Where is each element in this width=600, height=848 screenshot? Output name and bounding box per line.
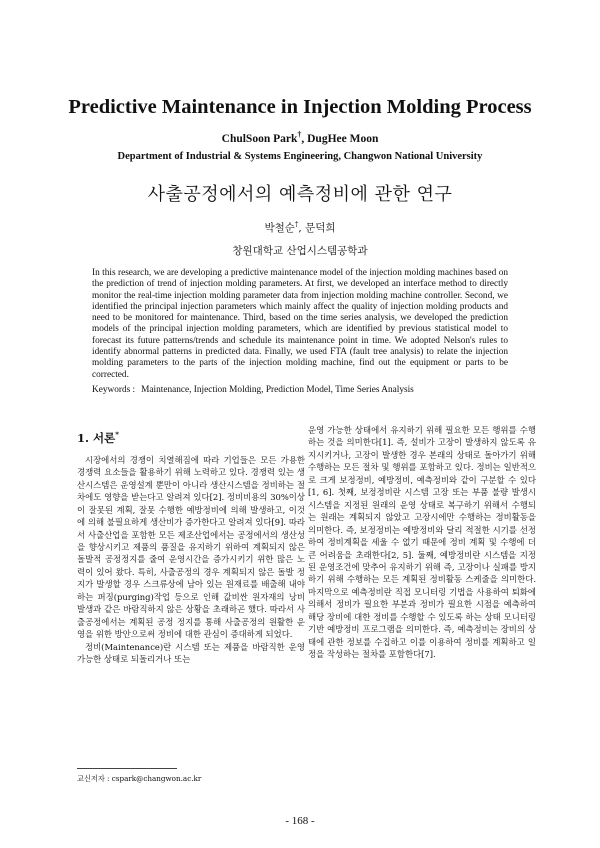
authors-ko	[40, 220, 560, 235]
authors-en	[40, 130, 560, 145]
keywords-value: Maintenance, Injection Molding, Prediction Model, Time Series Analysis	[141, 385, 414, 395]
author-first-ko: 박철순	[264, 222, 295, 234]
body-paragraph: 시장에서의 경쟁이 치열해짐에 따라 기업들은 모든 가용한 경쟁력 요소들을 활용하기 위해 노력하고 있다. 경쟁력 있는 생산시스템은 운영설계 뿐만이 아니라 생산시스템을 정비하는 절차에도 영향을 받는다고 알려져 있다[2]. 정비비용의 30%이상이 잘못된 계획, 잘못 수행한 예방정비에 의해 발생하고, 이것에 의해 불필요하게 생산비가 증가한다고 알려져 있다[9]. 따라서 사출산업을 포함한 모든 제조산업에서는 공정에서의 생산성을 향상시키고 제품의 품질을 유지하기 위하여 계획되지 않은 돌발적 공정정지를 줄여 운영시간을 증가시키기 위한 많은 노력이 있어 왔다. 특히, 사출공정의 경우 계획되지 않은 돌발 정지가 발생할 경우 스크류상에 남아 있는 원재료를 배출해 내야 하는 퍼징(purging)작업 등으로 인해 값비싼 원자재의 낭비 발생과 같은 바람직하지 않은 상황을 초래하곤 했다. 따라서 사출공정에서는 계획된 공정 정지를 통해 사출공정의 원활한 운영을 위한 방안으로써 정비에 대한 관심이 증대하게 되었다.	[77, 454, 305, 640]
author-rest-ko: , 문덕희	[298, 222, 336, 234]
affiliation-ko: 창원대학교 산업시스템공학과	[232, 245, 368, 257]
right-column	[308, 424, 536, 661]
author-rest-en: , DugHee Moon	[301, 132, 379, 145]
corresponding-dagger-mark: †	[297, 130, 302, 139]
body-paragraph: 정비(Maintenance)란 시스템 또는 제품을 바람직한 운영 가능한 상태로 되돌리거나 또는	[77, 641, 305, 665]
footnote-divider	[77, 768, 177, 769]
affiliation-en: Department of Industrial & Systems Engineering, Changwon National University	[117, 151, 483, 162]
page-number: - 168 -	[285, 815, 315, 827]
footnote: 교신저자 : cspark@changwon.ac.kr	[77, 774, 202, 783]
keywords-line	[92, 385, 532, 395]
abstract: In this research, we are developing a predictive maintenance model of the injection molding machines based on the prediction of trend of injection molding parameters. At first, we developed an interface method to directly monitor the real-time injection molding parameter data from injection molding machine controller. Second, we identified the principal injection parameters which mainly affect the quality of injection molding products and need to be monitored for maintenance. Third, based on the time series analysis, we developed the prediction models of the principal injection molding parameters, which are identified by previous statistical model to forecast its future patterns/trends and schedule its maintenance point in time. We adopted Nelson's rules to identify abnormal patterns in predicted data. Finally, we used FTA (fault tree analysis) to relate the injection molding parameters to the parts of the injection molding machine, find out the equipment or parts to be corrected.	[92, 268, 508, 380]
left-column	[77, 428, 305, 666]
corresponding-dagger-mark-ko: †	[294, 220, 299, 229]
paper-title-ko: 사출공정에서의 예측정비에 관한 연구	[147, 184, 453, 205]
author-first-en: ChulSoon Park	[221, 132, 298, 145]
section-heading-text: 1. 서론	[77, 430, 116, 445]
body-paragraph: 운영 가능한 상태에서 유지하기 위해 필요한 모든 행위를 수행하는 것을 의미한다[1]. 즉, 설비가 고장이 발생하지 않도록 유지시키거나, 고장이 발생한 경우 본래의 상태로 돌아가기 위해 수행하는 모든 절차 및 행위를 포함하고 있다. 정비는 일반적으로 크게 보정정비, 예방정비, 예측정비와 같이 구분할 수 있다[1, 6]. 첫째, 보정정비란 시스템 고장 또는 부품 불량 발생시 시스템을 지정된 원래의 운영 상태로 복구하기 위해서 수행되는 원래는 계획되지 않았고 고장시에만 수행하는 정비활동을 의미한다. 즉, 보정정비는 예방정비와 달리 적절한 시기를 선정하여 정비계획을 세울 수 없기 때문에 정비 계획 및 수행에 더 큰 어려움을 초래한다[2, 5]. 둘째, 예방정비란 시스템을 지정된 운영조건에 맞추어 유지하기 위해 즉, 고장이나 실패를 방지하기 위해 수행하는 모든 계획된 정비활동 스케줄을 의미한다. 마지막으로 예측정비란 직접 모니터링 기법을 사용하여 퇴화에 의해서 정비가 필요한 부분과 정비가 필요한 시점을 예측하여 해당 장비에 대한 정비를 수행할 수 있도록 하는 상태 모니터링 기반 예방정비 프로그램을 의미한다. 즉, 예측정비는 장비의 상태에 관한 정보를 수집하고 이를 이용하여 정비를 계획하고 일정을 작성하는 절차를 포함한다[7].	[308, 425, 536, 660]
footnote-mark: *	[115, 430, 119, 439]
section-heading	[77, 428, 305, 445]
paper-title-en: Predictive Maintenance in Injection Molding Process	[68, 96, 532, 118]
keywords-label: Keywords :	[92, 385, 136, 395]
